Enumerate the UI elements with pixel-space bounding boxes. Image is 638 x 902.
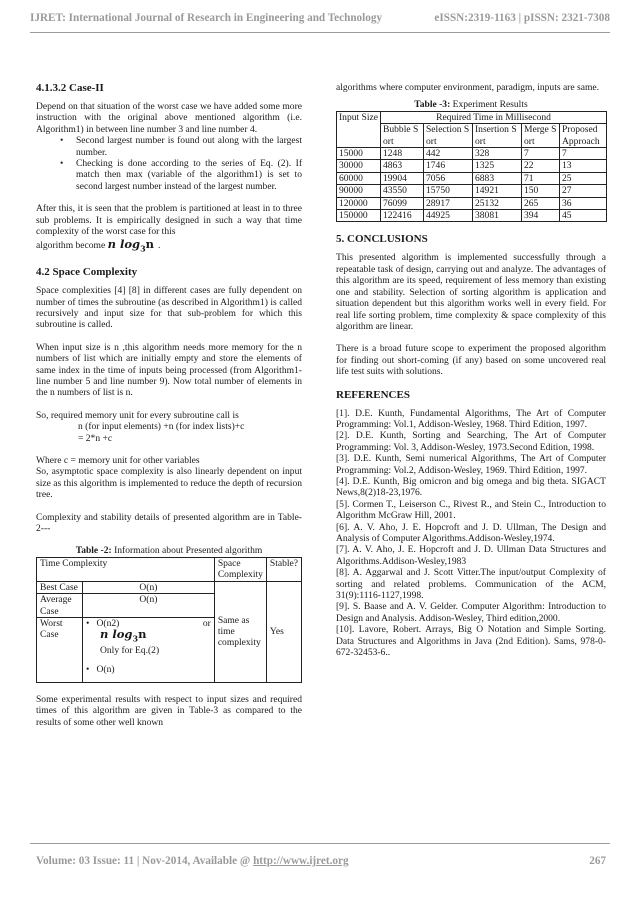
table2-header-space: Space Complexity <box>214 557 266 581</box>
references-heading: REFERENCES <box>336 388 410 401</box>
table3-column-header: Insertion Sort <box>473 124 522 148</box>
reference-item: [2]. D.E. Kunth, Sorting and Searching, The Art of Computer Programming: Vol. 3, Addison-Wesley, 1973.Second Edition, 1998. <box>336 430 606 453</box>
case2-bullets <box>60 135 302 192</box>
table3-cell: 43550 <box>381 185 424 197</box>
table2-cell: O(n) <box>83 594 215 618</box>
footer-rule <box>30 843 610 844</box>
conclusions-paragraph-2: There is a broad future scope to experiment the proposed algorithm for finding out short-coming (if any) based on some uncovered real life test suits with solutions. <box>336 343 606 378</box>
bullet-item: • Second largest number is found out along with the largest number. <box>60 135 302 158</box>
memory-paragraph: When input size is n ,this algorithm needs more memory for the n numbers of list which are initially empty and store the elements of same index in the time of inputs being processed (from Algorithm1-line number 5 and line number 9). Now total number of elements in the n numbers of list is n. <box>36 341 302 399</box>
table3-cell: 122416 <box>381 210 424 222</box>
partition-paragraph: After this, it is seen that the problem is partitioned at least in to three sub problems. It is empirically designed in such a way that time complexity of the worst case for this <box>36 203 302 238</box>
table3-cell: 7 <box>560 148 607 160</box>
table3-cell: 22 <box>522 160 560 172</box>
complexity-paragraph: Complexity and stability details of presented algorithm are in Table-2--- <box>36 511 302 535</box>
table-row <box>337 210 607 222</box>
table3-cell: 25132 <box>473 197 522 209</box>
worst-value-2: O(n) <box>96 664 115 676</box>
table3-header-required: Required Time in Millisecond <box>381 111 607 123</box>
table3-cell: 36 <box>560 197 607 209</box>
table3-cell: 7 <box>522 148 560 160</box>
table2-caption: Table -2: Information about Presented algorithm <box>75 545 263 557</box>
table2-cell: Average Case <box>37 594 83 618</box>
table3-cell: 1248 <box>381 148 424 160</box>
table3-cell: 4863 <box>381 160 424 172</box>
worst-note: Only for Eq.(2) <box>100 645 160 657</box>
reference-item: [10]. Lavore, Robert. Arrays, Big O Notation and Simple Sorting. Data Structures and Algorithms in Java (2nd Edition). Sams, 978-0-672-32453-6.. <box>336 624 606 659</box>
table3-cell: 394 <box>522 210 560 222</box>
table2-worst-cell: • O(n2) or n $\log_3n$ Only for Eq.(2) • O(n) <box>83 617 215 682</box>
table3 <box>336 111 607 223</box>
worst-value-1: O(n2) <box>96 617 120 629</box>
reference-item: [7]. A. V. Aho, J. E. Hopcroft and J. D. Ullman Data Structures and Algorithms.Addison-Wesley,1983 <box>336 544 606 567</box>
reference-item: [3]. D.E. Kunth, Semi numerical Algorithms, The Art of Computer Programming: Vol.2, Addison-Wesley, 1969. Third Edition, 1997. <box>336 453 606 476</box>
asymptotic-paragraph: So, asymptotic space complexity is also linearly dependent on input size as this algorithm is implemented to reduce the depth of recursion tree. <box>36 466 302 501</box>
table3-cell: 150000 <box>337 210 381 222</box>
header-rule <box>30 32 610 33</box>
table3-cell: 120000 <box>337 197 381 209</box>
table3-cell: 7056 <box>424 172 473 184</box>
worst-case-formula: n $\log_3n$ <box>107 237 155 254</box>
required-memory-line: So, required memory unit for every subroutine call is <box>36 409 239 421</box>
table3-column-header: Merge Sort <box>522 124 560 148</box>
page-number: 267 <box>589 855 606 867</box>
table3-cell: 76099 <box>381 197 424 209</box>
table2-cell: O(n) <box>83 581 215 593</box>
results-paragraph: Some experimental results with respect to input sizes and required times of this algorithm are given in Table-3 as compared to the results of some other well known <box>36 693 302 728</box>
page-header <box>30 12 610 24</box>
reference-item: [8]. A. Aggarwal and J. Scott Vitter.The input/output Complexity of sorting and related problems. Communication of the ACM, 31(9):1116-1127,1998. <box>336 567 606 602</box>
references-list <box>336 408 606 659</box>
conclusions-paragraph-1: This presented algorithm is implemented successfully through a repeatable task of design, carrying out and analyze. The advantages of this algorithm are its speed, requirement of less memory than existing one and stability. Selection of sorting algorithm is application and situation dependent but this algorithm works well in every field. For real life sorting problem, time complexity & space complexity of this algorithm are linear. <box>336 252 606 332</box>
table3-cell: 71 <box>522 172 560 184</box>
table2-header-stable: Stable? <box>266 557 301 581</box>
continued-paragraph: algorithms where computer environment, paradigm, inputs are same. <box>336 82 599 93</box>
reference-item: [5]. Cormen T., Leiserson C., Rivest R., and Stein C., Introduction to Algorithm McGraw Hill, 2001. <box>336 498 606 522</box>
worst-formula: n $\log_3n$ <box>100 627 147 644</box>
table-row <box>337 148 607 160</box>
footer-volume: Volume: 03 Issue: 11 | Nov-2014, Available @ http://www.ijret.org <box>36 855 349 867</box>
table-row <box>337 185 607 197</box>
table3-cell: 28917 <box>424 197 473 209</box>
table3-cell: 328 <box>473 148 522 160</box>
table3-cell: 60000 <box>337 172 381 184</box>
table2-cell: Best Case <box>37 581 83 593</box>
memory-equation-2: = 2*n +c <box>78 432 113 444</box>
table3-header-input: Input Size <box>337 111 381 147</box>
worst-or: or <box>202 617 211 629</box>
table2 <box>36 557 302 683</box>
table3-cell: 19904 <box>381 172 424 184</box>
table3-column-header: Bubble Sort <box>381 124 424 148</box>
table3-cell: 45 <box>560 210 607 222</box>
reference-item: [4]. D.E. Kunth, Big omicron and big omega and big theta. SIGACT News,8(2)18-23,1976. <box>336 475 606 499</box>
table3-column-header: Selection Sort <box>424 124 473 148</box>
table3-cell: 14921 <box>473 185 522 197</box>
table3-cell: 15000 <box>337 148 381 160</box>
table3-cell: 442 <box>424 148 473 160</box>
table3-cell: 1325 <box>473 160 522 172</box>
reference-item: [1]. D.E. Kunth, Fundamental Algorithms, The Art of Computer Programming: Vol.1, Addison-Wesley, 1968. Third Edition, 1997. <box>336 407 606 430</box>
table3-cell: 150 <box>522 185 560 197</box>
table3-column-header: Proposed Approach <box>560 124 607 148</box>
table2-space-value: Same as time complexity <box>214 581 266 682</box>
page-footer <box>36 855 606 867</box>
case2-heading: 4.1.3.2 Case-II <box>36 82 104 94</box>
partition-tail-text: algorithm become <box>36 240 106 252</box>
table2-cell: Worst Case <box>37 617 83 682</box>
table3-cell: 265 <box>522 197 560 209</box>
case2-paragraph: Depend on that situation of the worst case we have added some more instruction with the original above mentioned algorithm (i.e. Algorithm1) in between line number 3 and line number 4. <box>36 101 302 135</box>
partition-tail: algorithm become n $\log_3n$ . <box>36 237 161 254</box>
reference-item: [9]. S. Baase and A. V. Gelder. Computer Algorithm: Introduction to Design and Analysis. Addison-Wesley, Third edition,2000. <box>336 601 606 624</box>
table3-cell: 6883 <box>473 172 522 184</box>
table2-stable-value: Yes <box>266 581 301 682</box>
issn-text: eISSN:2319-1163 | pISSN: 2321-7308 <box>434 12 610 24</box>
right-column <box>336 82 606 658</box>
where-line: Where c = memory unit for other variables <box>36 455 200 467</box>
table2-header-time: Time Complexity <box>37 557 215 581</box>
table3-cell: 15750 <box>424 185 473 197</box>
reference-item: [6]. A. V. Aho, J. E. Hopcroft and J. D. Ullman, The Design and Analysis of Computer Algorithms.Addison-Wesley,1974. <box>336 521 606 544</box>
footer-url-link[interactable]: http://www.ijret.org <box>253 855 349 867</box>
table3-cell: 30000 <box>337 160 381 172</box>
table3-cell: 1746 <box>424 160 473 172</box>
bullet-item: • Checking is done according to the series of Eq. (2). If match then max (variable of the algorithm1) is set to second largest number instead of the largest number. <box>60 158 302 192</box>
table3-cell: 38081 <box>473 210 522 222</box>
journal-title: IJRET: International Journal of Research in Engineering and Technology <box>30 12 383 24</box>
left-column <box>36 82 302 728</box>
table3-cell: 27 <box>560 185 607 197</box>
table3-caption: Table -3: Experiment Results <box>414 99 528 111</box>
table3-cell: 90000 <box>337 185 381 197</box>
space-paragraph: Space complexities [4] [8] in different cases are fully dependent on number of times the subroutine (as described in Algorithm1) is called recursively and input size for that sub-problem for which this subroutine is called. <box>36 285 302 331</box>
table-row <box>337 160 607 172</box>
conclusions-heading: 5. CONCLUSIONS <box>336 233 428 246</box>
table3-cell: 25 <box>560 172 607 184</box>
table3-cell: 44925 <box>424 210 473 222</box>
space-heading: 4.2 Space Complexity <box>36 266 138 279</box>
table-row <box>337 172 607 184</box>
memory-equation-1: n (for input elements) +n (for index lists)+c <box>78 421 245 433</box>
table3-cell: 13 <box>560 160 607 172</box>
table-row <box>337 197 607 209</box>
